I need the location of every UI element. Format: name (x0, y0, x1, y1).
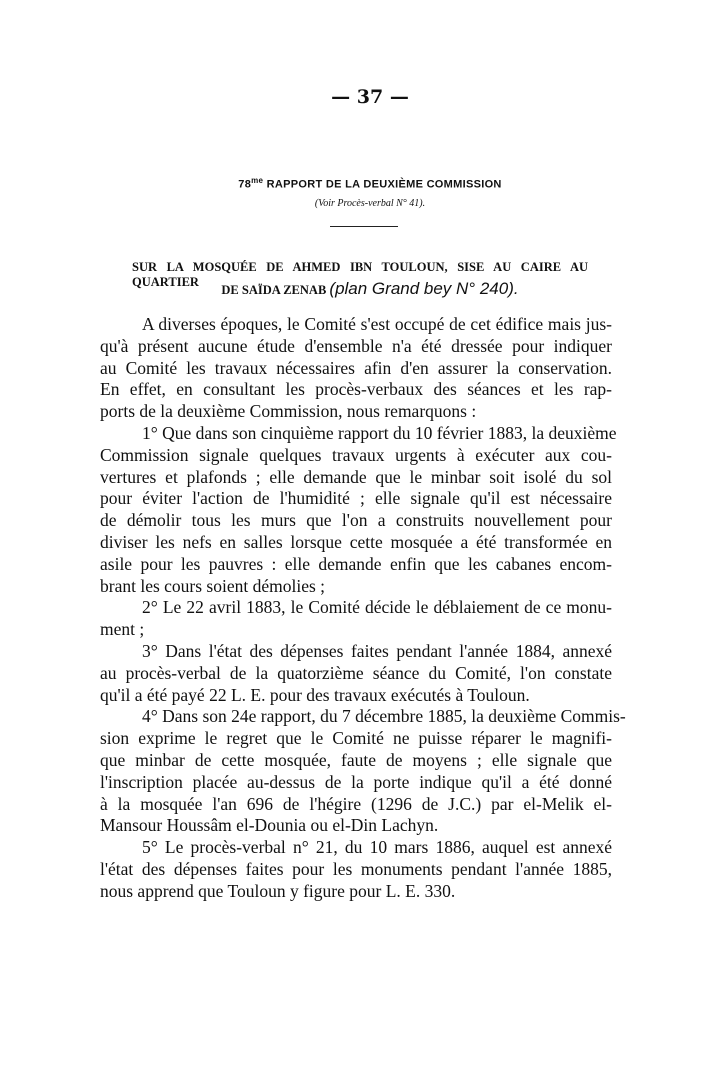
text-line: pour éviter l'action de l'humidité ; elle signale qu'il est nécessaire (100, 488, 612, 509)
text-line: Mansour Houssâm el-Dounia ou el-Din Lachyn. (100, 815, 439, 836)
text-line: diviser les nefs en salles lorsque cette mosquée a été transformée en (100, 531, 612, 552)
subject-line-1: SUR LA MOSQUÉE DE AHMED IBN TOULOUN, SISE AU CAIRE AU QUARTIER (132, 260, 588, 289)
report-title-text: RAPPORT DE LA DEUXIÈME COMMISSION (263, 178, 502, 191)
subject-plan: (plan Grand bey N° 240). (329, 279, 519, 298)
text-line: 3° Dans l'état des dépenses faites pendant l'année 1884, annexé (142, 640, 612, 661)
text-line: 2° Le 22 avril 1883, le Comité décide le déblaiement de ce monu- (142, 597, 612, 618)
text-line: ment ; (100, 619, 145, 640)
text-line: 4° Dans son 24e rapport, du 7 décembre 1885, la deuxième Commis- (142, 706, 626, 727)
text-line: l'état des dépenses faites pour les monuments pendant l'année 1885, (100, 858, 612, 879)
text-line: à la mosquée l'an 696 de l'hégire (1296 de J.C.) par el-Melik el- (100, 793, 612, 814)
text-line: Commission signale quelques travaux urgents à exécuter aux cou- (100, 444, 612, 465)
text-line: que minbar de cette mosquée, faute de moyens ; elle signale que (100, 749, 612, 770)
text-line: de démolir tous les murs que l'on a construits nouvellement pour (100, 510, 612, 531)
text-line: au procès-verbal de la quatorzième séance du Comité, l'on constate (100, 662, 612, 683)
page-number: — 37 — (331, 86, 409, 108)
text-line: vertures et plafonds ; elle demande que le minbar soit isolé du sol (100, 466, 612, 487)
text-line: asile pour les pauvres : elle demande enfin que les cabanes encom- (100, 553, 612, 574)
text-line: 1° Que dans son cinquième rapport du 10 février 1883, la deuxième (142, 422, 617, 443)
text-line: En effet, en consultant les procès-verbaux des séances et les rap- (100, 379, 612, 400)
divider-rule (330, 226, 398, 227)
report-number: 78 (238, 178, 252, 191)
text-line: qu'il a été payé 22 L. E. pour des travaux exécutés à Touloun. (100, 684, 530, 705)
report-title (0, 176, 720, 191)
text-line: qu'à présent aucune étude d'ensemble n'a été dressée pour indiquer (100, 335, 612, 356)
body-text (100, 314, 626, 903)
text-line: brant les cours soient démolies ; (100, 575, 326, 596)
text-line: au Comité les travaux nécessaires afin d'en assurer la conservation. (100, 357, 612, 378)
text-line: 5° Le procès-verbal n° 21, du 10 mars 1886, auquel est annexé (142, 837, 612, 858)
text-line: l'inscription placée au-dessus de la porte indique qu'il a été donné (100, 771, 612, 792)
text-line: ports de la deuxième Commission, nous remarquons : (100, 401, 477, 422)
text-line: nous apprend que Touloun y figure pour L. E. 330. (100, 880, 456, 901)
text-line: A diverses époques, le Comité s'est occupé de cet édifice mais jus- (142, 314, 612, 334)
subject-line-2-text: DE SAÏDA ZENAB (221, 283, 330, 297)
report-number-suffix: me (251, 176, 264, 185)
text-line: sion exprime le regret que le Comité ne puisse réparer le magnifi- (100, 728, 612, 749)
report-reference: (Voir Procès-verbal N° 41). (314, 198, 426, 209)
subject-line-2 (0, 279, 720, 299)
